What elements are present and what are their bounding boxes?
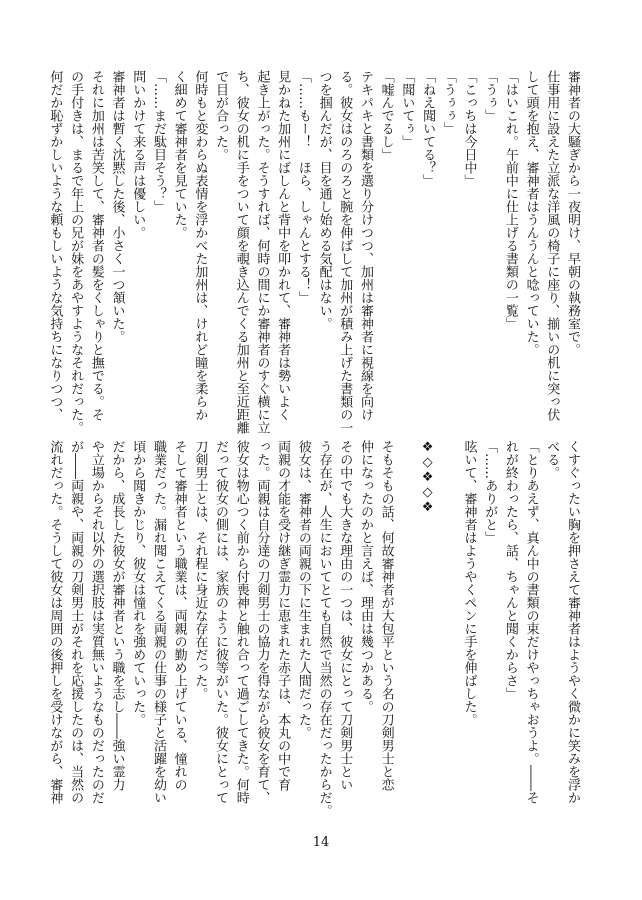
text-line: それに加州は苦笑して、審神者の髪をくしゃりと撫でる。そ (88, 70, 104, 421)
text-line: 流れだった。そうして彼女は周囲の後押しを受けながら、審神 (47, 440, 63, 804)
text-line: 仕事用に設えた立派な洋風の椅子に座り、揃いの机に突っ伏 (544, 70, 560, 421)
text-line: だから、成長した彼女が審神者という職を志し――強い霊力 (109, 440, 125, 791)
text-line: 「聞いてぅ」 (399, 70, 415, 148)
text-line: ち、彼女の机に手をついて顔を覗き込んでくる加州と至近距離 (233, 70, 249, 434)
text-line: る。彼女はのろのろと腕を伸ばして加州が積み上げた書類の一 (337, 70, 353, 434)
text-line: 「こっちは今日中」 (461, 70, 477, 187)
text-line: 「……ありがと」 (482, 440, 498, 544)
text-line: 「……まだ駄目そう？」 (150, 70, 166, 213)
text-line: れが終わったら、話、ちゃんと聞くからさ」 (502, 440, 518, 700)
text-line: くすぐったい胸を押さえて審神者はようやく微かに笑みを浮か (565, 440, 580, 804)
text-line: 両親の才能を受け継ぎ霊力に恵まれた赤子は、本丸の中で育 (275, 440, 291, 791)
text-line: 刀剣男士とは、それ程に身近な存在だった。 (192, 440, 208, 700)
text-line: の手付きは、まるで年上の兄が妹をあやすようなそれだった。 (68, 70, 84, 434)
section-divider: ❖◇❖◇❖ (420, 440, 436, 515)
text-block-upper (47, 70, 582, 434)
text-line: その中でも大きな理由の一つは、彼女にとって刀剣男士とい (337, 440, 353, 791)
text-line (396, 440, 417, 762)
text-block-lower (47, 440, 582, 817)
text-line: テキパキと書類を選り分けつつ、加州は審神者に視線を向け (357, 70, 373, 421)
text-line: や立場からそれ以外の選択肢は実質無いようなものだったのだ (88, 440, 104, 804)
text-line: そもそもの話、何故審神者が大包平という名の刀剣男士と恋 (378, 440, 394, 791)
text-line: 「はいこれ。午前中に仕上げる書類の一覧」 (502, 70, 518, 330)
text-line: 職業だった。漏れ聞こえてくる両親の仕事の様子と活躍を幼い (150, 440, 166, 804)
text-line: 彼女は、審神者の両親の下に生まれた人間だった。 (295, 440, 311, 739)
text-line: 「ねえ聞いてる？」 (420, 70, 436, 187)
text-line: 頃から聞きかじり、彼女は憧れを強めていった。 (130, 440, 146, 726)
text-line: だって彼女の側には、家族のように彼等がいた。彼女にとって (213, 440, 229, 804)
text-line: 何だか恥ずかしいような頼もしいような気持ちになりつつ、 (47, 70, 63, 421)
text-line: 「嘘んでるし」 (378, 70, 394, 161)
text-line: 起き上がった。そうすれば、何時の間にか審神者のすぐ横に立 (254, 70, 270, 434)
text-line: つを掴んだが、目を通し始める気配はない。 (316, 70, 332, 330)
text-line: 問いかけて来る声は優しい。 (130, 70, 146, 239)
text-line: 「……もー！ ほら、しゃんとする！」 (295, 70, 311, 304)
text-line: して頭を抱え、審神者はうんうんと唸っていた。 (523, 70, 539, 356)
text-line: 彼女は物心つく前から付喪神と触れ合って過ごしてきた。何時 (233, 440, 249, 804)
text-line: 審神者は暫く沈黙した後、小さく一つ頷いた。 (109, 70, 125, 343)
text-line: った。両親は自分達の刀剣男士の協力を得ながら彼女を育て、 (254, 440, 270, 804)
text-line (437, 440, 458, 762)
text-line: 仲になったのかと言えば、理由は幾つかある。 (357, 440, 373, 713)
text-line: 何時もと変わらぬ表情を浮かべた加州は、けれど瞳を柔らか (192, 70, 208, 421)
text-line: で目が合った。 (213, 70, 229, 161)
text-line: く細めて審神者を見ていた。 (171, 70, 187, 239)
text-line: べる。 (544, 440, 560, 479)
text-line: が――両親や、両親の刀剣男士がそれを応援したのは、当然の (68, 440, 84, 804)
text-line: 「うぅぅ」 (440, 70, 456, 135)
text-line: 審神者の大騒ぎから一夜明け、早朝の執務室で。 (565, 70, 580, 356)
text-line: 見かねた加州にばしんと背中を叩かれて、審神者は勢いよく (275, 70, 291, 421)
text-line: 「うぅ」 (482, 70, 498, 122)
text-line: そして審神者という職業は、両親の勤め上げている、憧れの (171, 440, 187, 791)
text-line: 呟いて、審神者はようやくペンに手を伸ばした。 (461, 440, 477, 726)
page-number: 14 (312, 835, 330, 850)
text-line: う存在が、人生においてとても自然で当然の存在だったからだ。 (316, 440, 332, 817)
text-line: 「とりあえず、真ん中の書類の束だけやっちゃおうよ。――そ (523, 440, 539, 804)
